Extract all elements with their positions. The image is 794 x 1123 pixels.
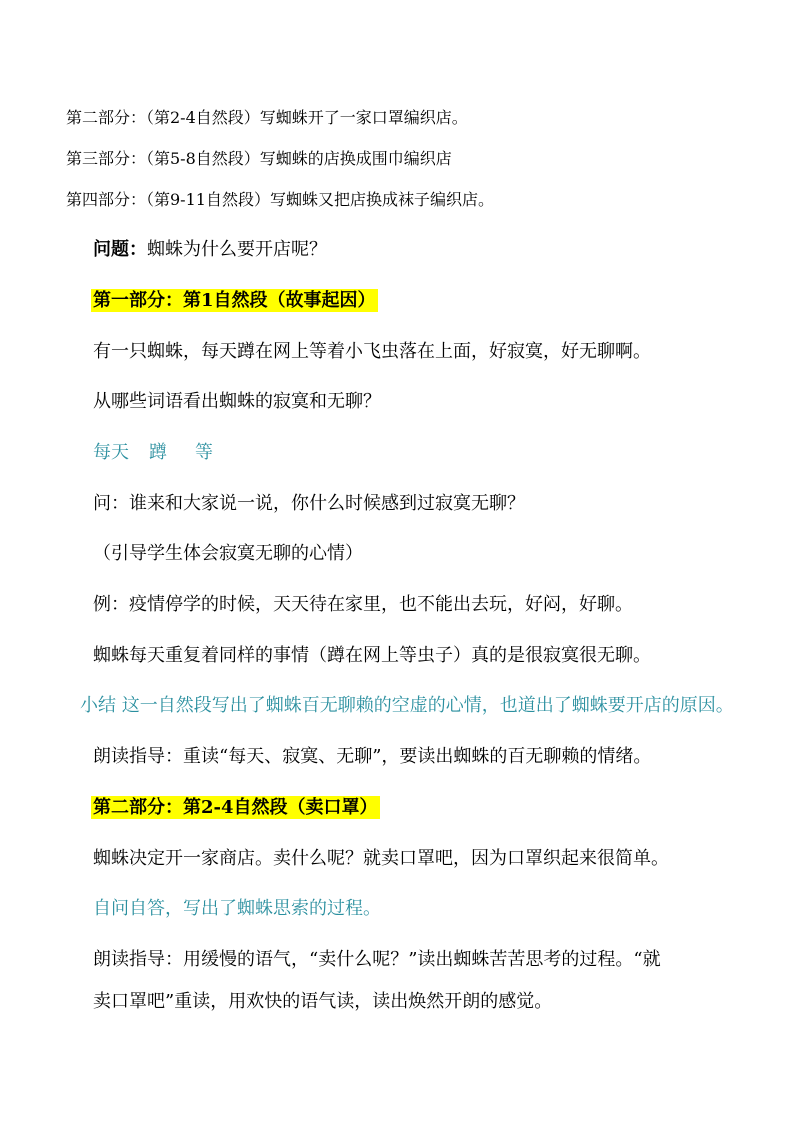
part2-text1: 蜘蛛决定开一家商店。卖什么呢？就卖口罩吧，因为口罩织起来很简单。 [93,848,669,869]
keyword-2: 蹲 [149,442,167,463]
question-line [93,239,327,261]
part1-prompt: 从哪些词语看出蜘蛛的寂寞和无聊？ [93,391,381,412]
part1-text1: 有一只蜘蛛，每天蹲在网上等着小飞虫落在上面，好寂寞，好无聊啊。 [93,341,651,362]
part1-summary: 小结 这一自然段写出了蜘蛛百无聊赖的空虚的心情，也道出了蜘蛛要开店的原因。 [80,695,734,716]
part1-guide: （引导学生体会寂寞无聊的心情） [93,543,363,564]
part1-keywords [93,442,213,464]
part1-reading: 朗读指导：重读“每天、寂寞、无聊”，要读出蜘蛛的百无聊赖的情绪。 [93,746,652,767]
keyword-1: 每天 [93,442,129,463]
part2-note: 自问自答，写出了蜘蛛思索的过程。 [93,898,381,919]
part1-example: 例：疫情停学的时候，天天待在家里，也不能出去玩，好闷，好聊。 [93,594,633,615]
part1-heading-text: 第一部分：第1自然段（故事起因） [93,290,376,311]
part1-q2: 问：谁来和大家说一说，你什么时候感到过寂寞无聊？ [93,493,525,514]
question-label: 问题： [93,239,147,260]
part2-heading-text: 第二部分：第2-4自然段（卖口罩） [93,797,378,818]
outline-part4: 第四部分：（第9-11自然段）写蜘蛛又把店换成袜子编织店。 [66,190,494,209]
part1-text2: 蜘蛛每天重复着同样的事情（蹲在网上等虫子）真的是很寂寞很无聊。 [93,645,651,666]
part2-reading-line2: 卖口罩吧”重读，用欢快的语气读，读出焕然开朗的感觉。 [93,991,553,1012]
question-text: 蜘蛛为什么要开店呢？ [147,239,327,260]
part2-reading-line1: 朗读指导：用缓慢的语气，“卖什么呢？”读出蜘蛛苦苦思考的过程。“就 [93,949,661,970]
keyword-3: 等 [195,442,213,463]
part1-heading [91,290,378,312]
outline-part3: 第三部分：（第5-8自然段）写蜘蛛的店换成围巾编织店 [66,149,452,168]
part2-heading [91,797,380,819]
outline-part2: 第二部分：（第2-4自然段）写蜘蛛开了一家口罩编织店。 [66,108,468,127]
